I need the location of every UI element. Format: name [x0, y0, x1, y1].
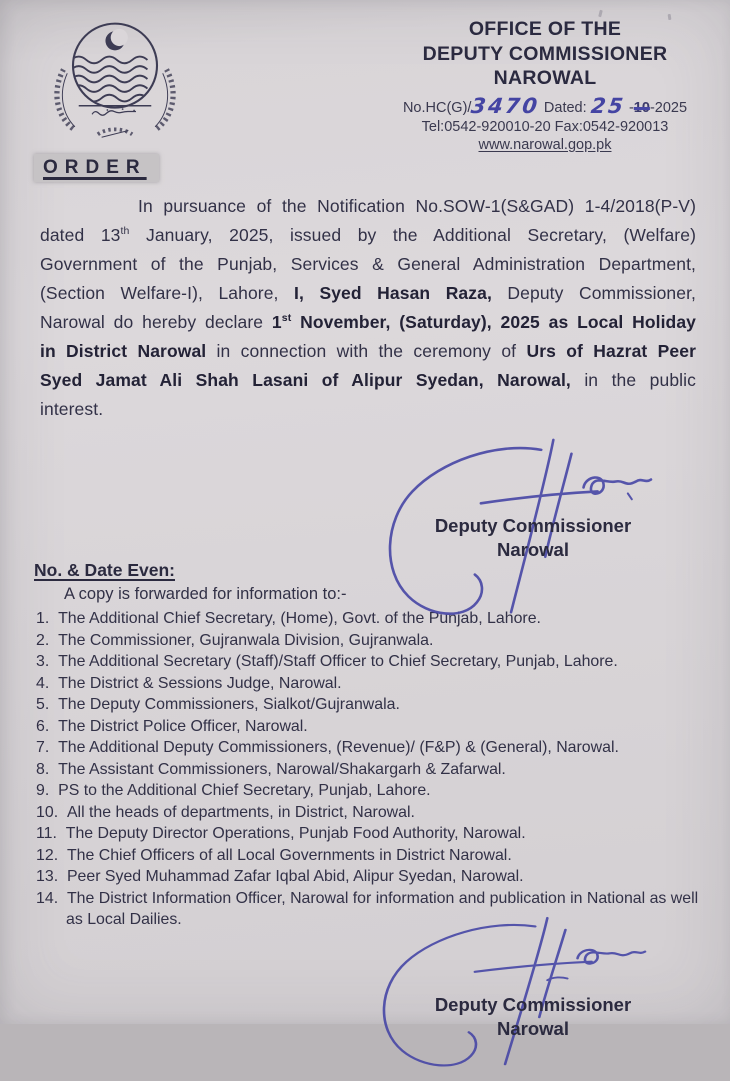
handwritten-date-day: 25 — [589, 93, 627, 118]
paragraph-segment: in connection with the ceremony of — [206, 341, 527, 361]
office-title-line: DEPUTY COMMISSIONER — [422, 42, 668, 65]
cc-list-item: The Additional Chief Secretary, (Home), Govt. of the Punjab, Lahore. — [58, 610, 541, 627]
cc-list-item: The Deputy Commissioners, Sialkot/Gujranwala. — [58, 696, 400, 713]
cc-heading: No. & Date Even: — [34, 560, 175, 580]
five-rivers-waves-icon — [71, 57, 147, 102]
cc-list-item: All the heads of departments, in District, Narowal. — [66, 803, 415, 821]
signatory-title — [378, 993, 688, 1041]
paragraph-segment: Urs of Hazrat Peer Syed Jamat Ali Shah Lasani of Alipur Syedan, Narowal, — [40, 341, 697, 390]
cc-list-item: The Commissioner, Gujranwala Division, Gujranwala. — [58, 631, 434, 649]
cc-list-item: The Additional Secretary (Staff)/Staff Officer to Chief Secretary, Punjab, Lahore. — [58, 653, 618, 670]
date-separator: - — [628, 99, 634, 116]
office-title — [378, 17, 712, 91]
signatory-title — [378, 514, 688, 562]
handwritten-ref-number: 3470 — [470, 93, 542, 118]
date-year: 2025 — [654, 99, 688, 116]
signatory-title-line: Deputy Commissioner — [434, 515, 632, 536]
dated-label: Dated: — [543, 99, 587, 116]
office-title-line: NAROWAL — [493, 67, 597, 90]
paragraph-segment: st — [281, 312, 292, 325]
paragraph-segment: I, Syed Hasan Raza, — [294, 283, 492, 303]
reference-number-line — [378, 95, 712, 116]
website-link[interactable]: www.narowal.gop.pk — [478, 136, 612, 153]
paragraph-segment: 1 — [271, 312, 282, 332]
office-title-line: OFFICE OF THE — [468, 18, 622, 40]
ref-prefix: No.HC(G)/ — [402, 99, 472, 116]
cc-list-item: The Deputy Director Operations, Punjab Food Authority, Narowal. — [65, 825, 526, 842]
paragraph-segment: th — [120, 225, 130, 238]
paragraph-segment: January, 2025, issued by the Additional Secretary, (Welfare) Government of the Punjab, Services & General Administration Department, (Section Welfare-I), Lahore, — [40, 225, 696, 303]
paragraph-segment: Deputy Commissioner, Narowal do hereby declare — [40, 283, 696, 332]
signatory-title-line: Narowal — [497, 1017, 569, 1039]
date-separator: - — [649, 99, 655, 116]
cc-list-item: The Chief Officers of all Local Governments in District Narowal. — [66, 846, 512, 864]
cc-list-item: PS to the Additional Chief Secretary, Punjab, Lahore. — [58, 782, 431, 799]
cc-distribution-list — [36, 608, 716, 931]
paragraph-segment: In pursuance of the Notification No.SOW-1(S&GAD) 1-4/2018(P-V) dated 13 — [40, 196, 696, 245]
signatory-title-line: Deputy Commissioner — [434, 993, 632, 1015]
cc-list-item: The District Police Officer, Narowal. — [58, 717, 308, 735]
cc-list-item: The District & Sessions Judge, Narowal. — [58, 674, 342, 692]
cc-list-item: Peer Syed Muhammad Zafar Iqbal Abid, Alipur Syedan, Narowal. — [66, 868, 524, 885]
scan-artifact — [668, 14, 672, 20]
cc-section — [0, 558, 730, 931]
cc-list-item: The District Information Officer, Narowal for information and publication in National as well as Local Dailies. — [66, 889, 699, 928]
telephone-fax-line: Tel:0542-920010-20 Fax:0542-920013 — [421, 118, 669, 135]
order-heading: ORDER — [34, 154, 159, 182]
letterhead — [0, 0, 730, 182]
urdu-script-motto — [92, 111, 136, 115]
cc-list-item: The Assistant Commissioners, Narowal/Shakargarh & Zafarwal. — [58, 760, 506, 778]
signature-block-bottom — [378, 935, 688, 1061]
struck-out-month: 10 — [633, 99, 650, 116]
cc-list-item: The Additional Deputy Commissioners, (Revenue)/ (F&P) & (General), Narowal. — [58, 739, 619, 756]
signatory-title-line: Narowal — [497, 539, 569, 560]
signature-block-top — [378, 440, 688, 558]
paragraph-segment: in the public interest. — [40, 370, 696, 419]
paragraph-segment: November, (Saturday), 2025 as Local Holiday in District Narowal — [40, 312, 696, 361]
cc-intro-line: A copy is forwarded for information to:- — [64, 585, 347, 603]
order-body-paragraph — [40, 192, 696, 424]
government-of-punjab-crest-logo — [48, 16, 182, 142]
